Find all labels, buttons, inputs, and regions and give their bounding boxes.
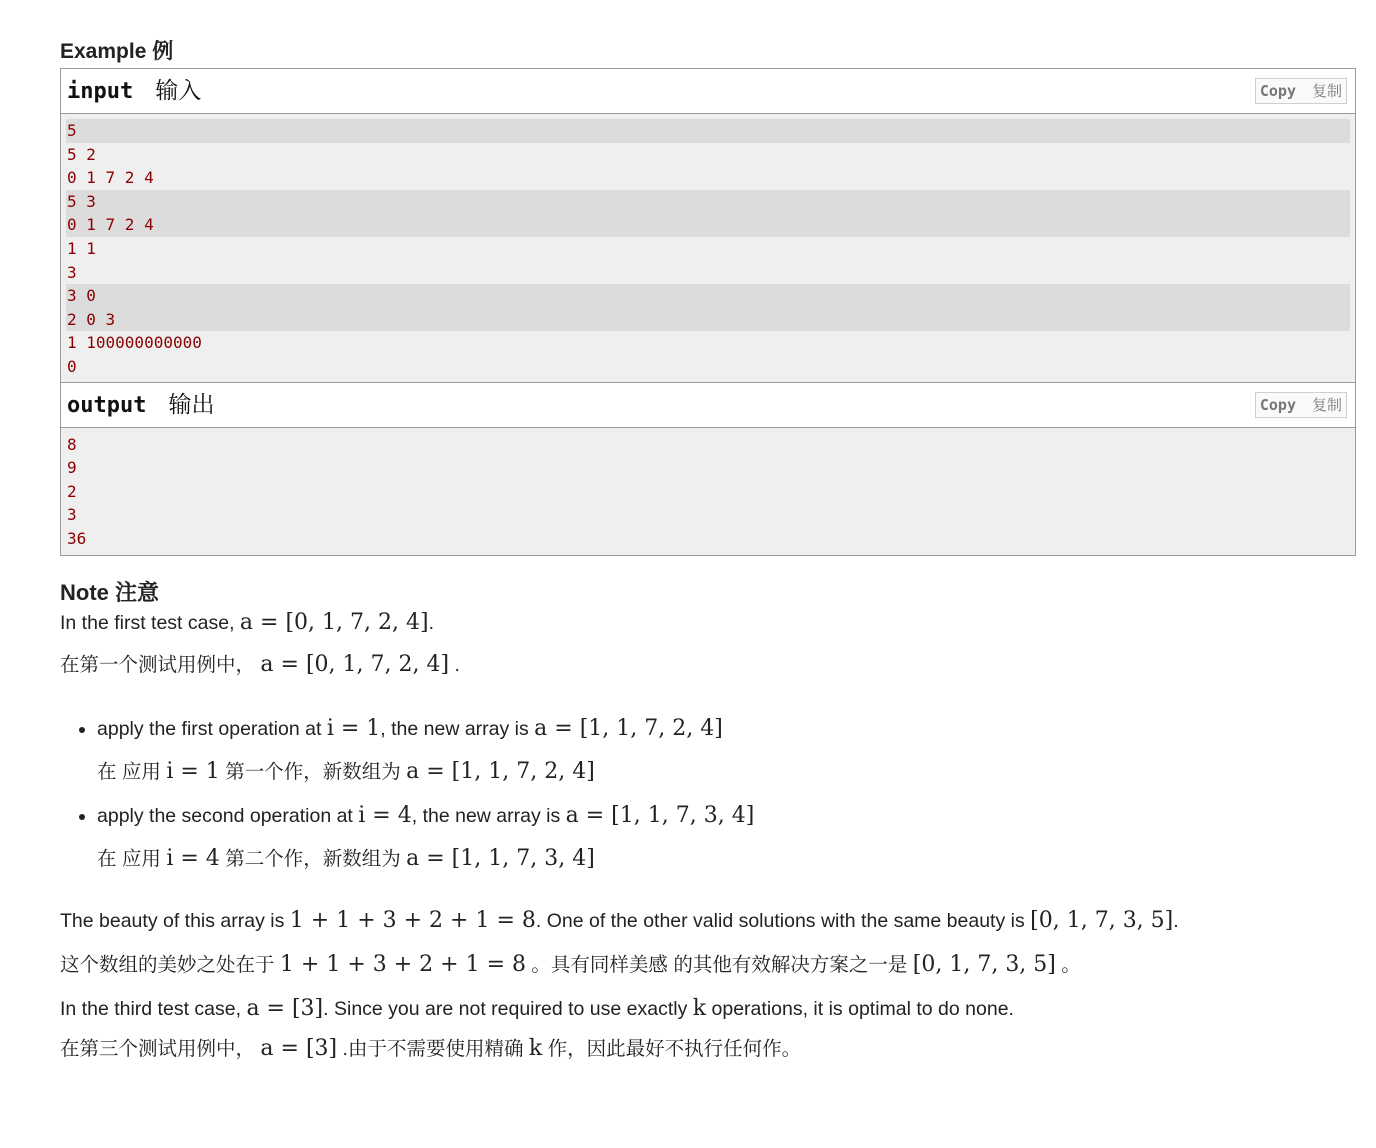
input-line: 3 <box>67 262 77 282</box>
output-line: 3 <box>67 505 77 525</box>
note-paragraph-1: In the first test case, a = [0, 1, 7, 2, 4]. <box>60 609 434 635</box>
math-expression: a = [1, 1, 7, 2, 4] <box>406 758 595 784</box>
output-line: 9 <box>67 458 77 478</box>
list-item-zh: 在 应用 i = 1 第一个作，新数组为 a = [1, 1, 7, 2, 4] <box>97 758 595 784</box>
math-expression: i = 1 <box>326 715 381 741</box>
input-line: 3 0 <box>66 284 1350 308</box>
math-expression: a = [1, 1, 7, 3, 4] <box>565 802 755 828</box>
output-line: 2 <box>67 481 77 501</box>
math-expression: i = 4 <box>166 845 220 871</box>
input-line: 5 <box>66 119 1350 143</box>
output-line: 8 <box>67 434 77 454</box>
copy-input-label: Copy <box>1259 82 1296 100</box>
math-expression: a = [3] <box>260 1035 338 1061</box>
problem-content <box>60 36 1356 1064</box>
sample-tests <box>60 68 1356 556</box>
math-expression: a = [1, 1, 7, 2, 4] <box>534 715 723 741</box>
list-item: • apply the first operation at i = 1, the new array is a = [1, 1, 7, 2, 4] 在 应用 i = 1 第一个作，新数组为 a = [1, 1, 7, 2, 4] <box>97 714 1356 787</box>
math-expression: i = 4 <box>358 802 412 828</box>
copy-output-label-zh: 复制 <box>1311 395 1342 414</box>
input-line: 2 0 3 <box>66 308 1350 332</box>
output-label-zh: 输出 <box>168 391 215 418</box>
note-paragraph-4-zh: 在第三个测试用例中， a = [3] .由于不需要使用精确 k 作，因此最好不执行任何作。 <box>60 1035 802 1061</box>
math-expression: k <box>692 995 707 1021</box>
input-label: input <box>67 79 134 104</box>
example-title: Example 例 <box>60 40 174 63</box>
output-header <box>61 382 1355 428</box>
copy-input-button[interactable] <box>1255 78 1347 104</box>
copy-input-label-zh: 复制 <box>1311 82 1342 100</box>
output-data[interactable] <box>61 428 1355 555</box>
list-item-zh: 在 应用 i = 4 第二个作，新数组为 a = [1, 1, 7, 3, 4] <box>97 845 595 871</box>
input-title <box>67 69 201 114</box>
output-line: 36 <box>67 528 87 548</box>
note-paragraph-3: The beauty of this array is 1 + 1 + 3 + 2 + 1 = 8. One of the other valid solutions with the same beauty is [0, 1, 7, 3, 5]. <box>60 907 1179 933</box>
output-title <box>67 383 214 428</box>
input-data[interactable] <box>61 114 1355 382</box>
note-title: Note 注意 <box>60 579 160 605</box>
math-expression: a = [0, 1, 7, 2, 4] <box>260 651 450 677</box>
math-expression: 1 + 1 + 3 + 2 + 1 = 8 <box>279 951 527 977</box>
math-expression: a = [1, 1, 7, 3, 4] <box>406 845 595 871</box>
input-line: 5 3 <box>66 190 1350 214</box>
note-paragraph-1-zh: 在第一个测试用例中， a = [0, 1, 7, 2, 4] . <box>60 651 460 677</box>
copy-output-button[interactable] <box>1255 392 1347 418</box>
output-label: output <box>67 392 147 418</box>
input-label-zh: 输入 <box>155 78 202 104</box>
list-item: • apply the second operation at i = 4, the new array is a = [1, 1, 7, 3, 4] 在 应用 i = 4 第二个作，新数组为 a = [1, 1, 7, 3, 4] <box>97 801 1356 874</box>
copy-output-label: Copy <box>1259 395 1296 414</box>
note-paragraph-4: In the third test case, a = [3]. Since you are not required to use exactly k operations, it is optimal to do none. <box>60 995 1014 1021</box>
input-header <box>61 69 1355 114</box>
input-line: 5 2 <box>67 144 96 164</box>
math-expression: k <box>528 1035 543 1061</box>
math-expression: a = [3] <box>246 995 324 1021</box>
input-line: 0 <box>67 356 77 376</box>
input-line: 0 1 7 2 4 <box>67 168 154 188</box>
math-expression: 1 + 1 + 3 + 2 + 1 = 8 <box>289 907 536 933</box>
math-expression: [0, 1, 7, 3, 5] <box>912 951 1056 977</box>
input-line: 0 1 7 2 4 <box>66 213 1350 237</box>
note-paragraph-3-zh: 这个数组的美妙之处在于 1 + 1 + 3 + 2 + 1 = 8 。具有同样美感 的其他有效解决方案之一是 [0, 1, 7, 3, 5] 。 <box>60 951 1081 977</box>
input-line: 1 100000000000 <box>67 333 202 353</box>
input-line: 1 1 <box>67 238 96 258</box>
math-expression: i = 1 <box>166 758 220 784</box>
math-expression: a = [0, 1, 7, 2, 4] <box>239 609 429 635</box>
operation-list <box>60 714 1356 874</box>
math-expression: [0, 1, 7, 3, 5] <box>1030 907 1174 933</box>
